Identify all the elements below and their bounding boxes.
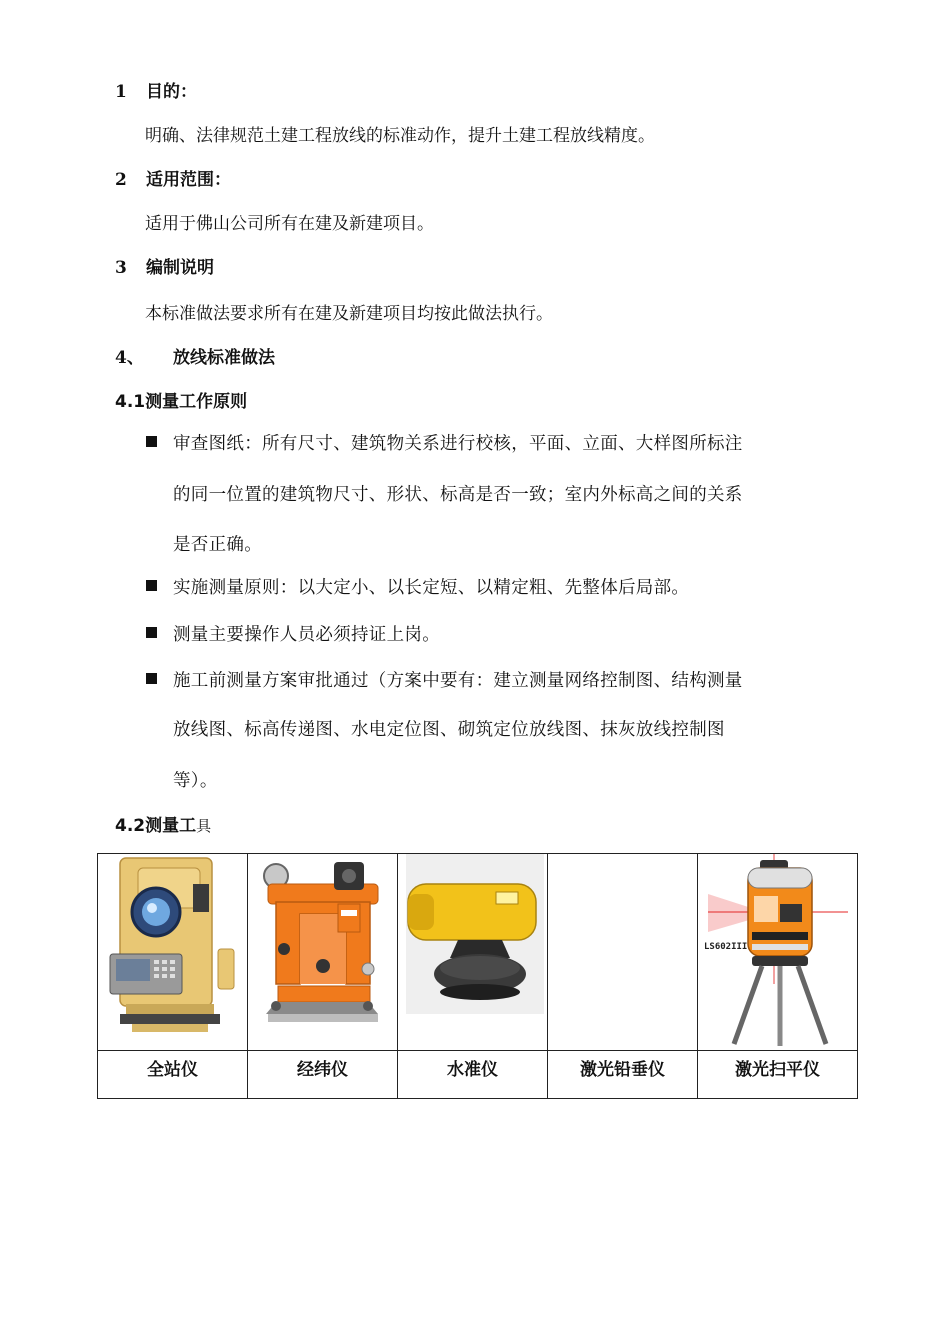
section-number: 4、 [115, 348, 144, 368]
tool-label-cell [698, 1051, 858, 1099]
bullet-line: 施工前测量方案审批通过（方案中要有：建立测量网络控制图、结构测量 [173, 671, 743, 691]
laser-level-image [698, 854, 856, 1050]
section-4-heading [115, 343, 275, 368]
section-number: 3 [115, 258, 127, 278]
section-4-2-heading [115, 811, 211, 836]
square-bullet-icon [146, 627, 157, 638]
bullet-line: 等）。 [173, 771, 218, 791]
section-title-bold: 4.2测量工 [115, 816, 197, 836]
bullet-line: 放线图、标高传递图、水电定位图、砌筑定位放线图、抹灰放线控制图 [173, 720, 725, 740]
tool-label: 激光铅垂仪 [580, 1060, 665, 1080]
tool-image-cell [398, 854, 548, 1051]
tools-image-row [98, 854, 858, 1051]
total-station-image [98, 854, 246, 1050]
tools-table [97, 853, 858, 1099]
tool-image-cell [248, 854, 398, 1051]
section-1-body: 明确、法律规范土建工程放线的标准动作，提升土建工程放线精度。 [145, 126, 655, 146]
tool-image-cell [698, 854, 858, 1051]
bullet-line: 的同一位置的建筑物尺寸、形状、标高是否一致；室内外标高之间的关系 [173, 485, 743, 505]
tool-label: 水准仪 [447, 1060, 498, 1080]
section-title: 目的： [146, 82, 197, 102]
tool-label-cell [98, 1051, 248, 1099]
tool-label: 激光扫平仪 [735, 1060, 820, 1080]
section-2-heading [115, 165, 231, 190]
tool-label: 经纬仪 [297, 1060, 348, 1080]
bullet-line: 实施测量原则：以大定小、以长定短、以精定粗、先整体后局部。 [173, 578, 690, 598]
section-title-tail: 具 [196, 817, 212, 835]
tool-label-cell [248, 1051, 398, 1099]
section-1-heading [115, 77, 197, 102]
section-number: 2 [115, 170, 127, 190]
section-4-1-heading: 4.1测量工作原则 [115, 392, 248, 412]
level-image [398, 854, 546, 1050]
section-number: 1 [115, 82, 127, 102]
tool-image-cell [548, 854, 698, 1051]
square-bullet-icon [146, 673, 157, 684]
section-3-body: 本标准做法要求所有在建及新建项目均按此做法执行。 [145, 304, 553, 324]
section-title: 编制说明 [146, 258, 214, 278]
section-3-heading [115, 253, 214, 278]
laser-level-model-label: LS602III [704, 942, 748, 952]
theodolite-image [248, 854, 396, 1050]
section-title: 放线标准做法 [173, 348, 275, 368]
square-bullet-icon [146, 580, 157, 591]
bullet-line: 测量主要操作人员必须持证上岗。 [173, 625, 440, 645]
tools-label-row [98, 1051, 858, 1099]
section-title: 适用范围： [146, 170, 231, 190]
tool-label: 全站仪 [147, 1060, 198, 1080]
square-bullet-icon [146, 436, 157, 447]
section-2-body: 适用于佛山公司所有在建及新建项目。 [145, 214, 434, 234]
tool-label-cell [548, 1051, 698, 1099]
bullet-line: 是否正确。 [173, 535, 262, 555]
tool-label-cell [398, 1051, 548, 1099]
bullet-line: 审查图纸：所有尺寸、建筑物关系进行校核，平面、立面、大样图所标注 [173, 434, 743, 454]
tool-image-cell [98, 854, 248, 1051]
